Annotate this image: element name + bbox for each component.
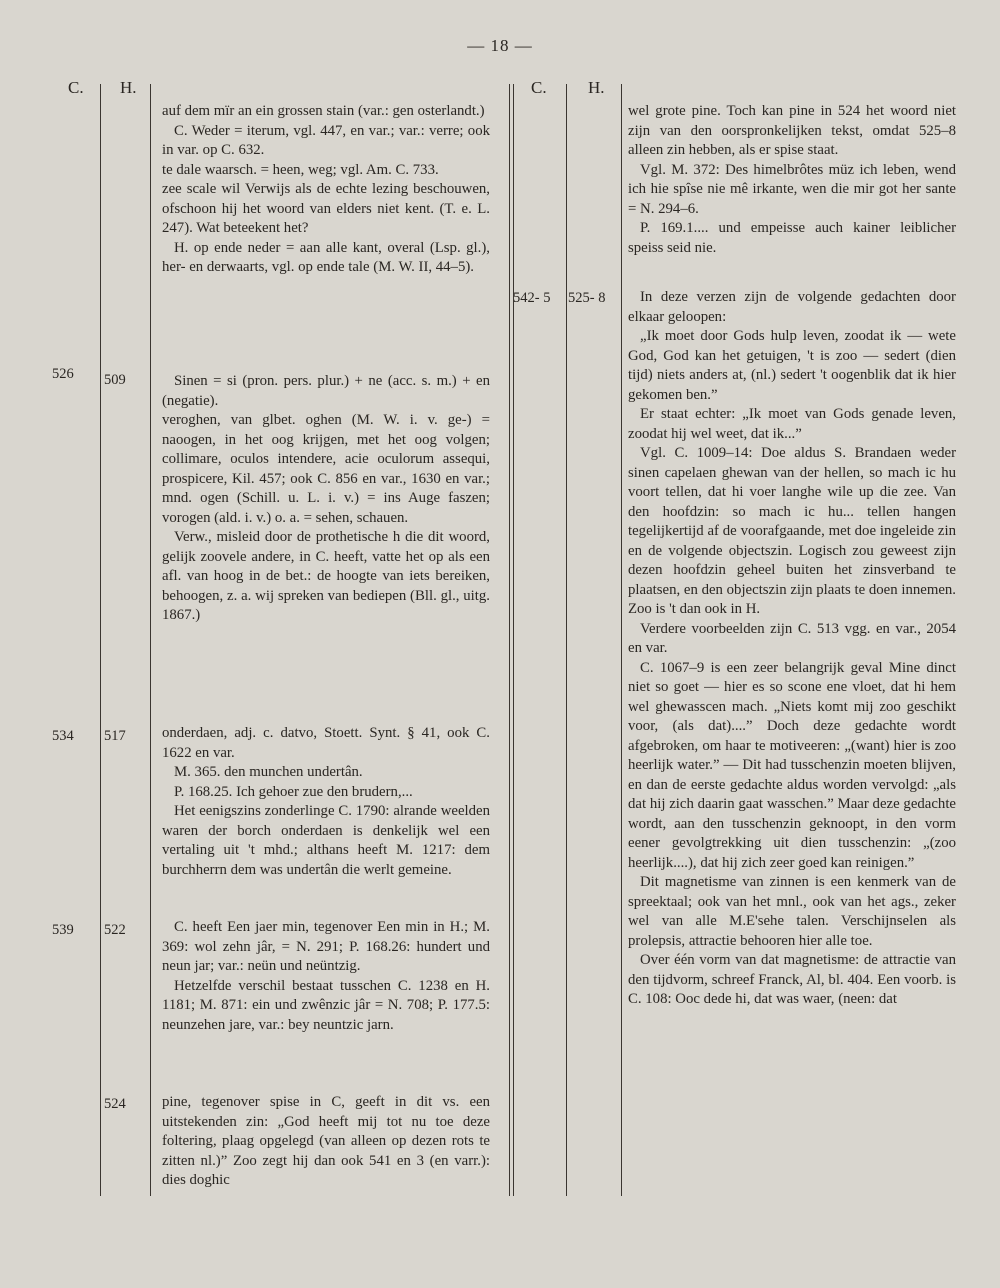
center-rule-b	[513, 84, 514, 1196]
left-c-header: C.	[68, 78, 84, 97]
paragraph: C. Weder = iterum, vgl. 447, en var.; var.: verre; ook in var. op C. 632.	[162, 122, 490, 158]
paragraph: Vgl. C. 1009–14: Doe aldus S. Brandaen weder sinen capelaen ghewan van der hellen, so mach ic hu voort tellen, dat hi voer langhe wile up die zee. Van den hoofdzin: so mach ic hu... tellen hangen tegelijkertijd af de voorafgaande, met doe ingeleide zin en de volgende objectszin. Logisch zou geweest zijn dezen hoofdzin geheel buiten het zinsverband te plaatsen, en den objectszin zijn plaats te doen innemen. Zoo is 't dan ook in H.	[628, 445, 956, 617]
right-block-1	[628, 102, 956, 258]
paragraph: Verdere voorbeelden zijn C. 513 vgg. en var., 2054 en var.	[628, 620, 956, 656]
paragraph: In deze verzen zijn de volgende gedachten door elkaar geloopen:	[628, 289, 956, 325]
margin-c-534: 534	[52, 728, 74, 744]
paragraph: Er staat echter: „Ik moet van Gods genade leven, zoodat hij wel weet, dat ik...”	[628, 406, 956, 442]
paragraph: zee scale wil Verwijs als de echte lezing beschouwen, ofschoon hij het woord van elders niet kent. (T. e. L. 247). Wat beteekent het?	[162, 181, 490, 236]
right-h-rule	[621, 84, 622, 1196]
paragraph: te dale waarsch. = heen, weg; vgl. Am. C. 733.	[162, 161, 439, 178]
margin-h-517: 517	[104, 728, 126, 744]
margin-right-h: 525- 8	[568, 290, 606, 306]
left-block-2	[162, 372, 490, 626]
paragraph: wel grote pine. Toch kan pine in 524 het woord niet zijn van den oorspronkelijken tekst, omdat 525–8 alleen zin hebben, als er spise staat.	[628, 103, 956, 158]
left-c-rule	[100, 84, 101, 1196]
left-block-5	[162, 1093, 490, 1191]
paragraph: Sinen = si (pron. pers. plur.) + ne (acc. s. m.) + en (negatie).	[162, 373, 490, 409]
left-h-header: H.	[120, 78, 137, 97]
paragraph: Dit magnetisme van zinnen is een kenmerk van de spreektaal; ook van het mnl., ook van het ags., zeker wel van alle M.E'sehe talen. Verschijnselen als prolepsis, attractie behooren hier alle toe.	[628, 874, 956, 949]
paragraph: Vgl. M. 372: Des himelbrôtes müz ich leben, wend ich hie spîse nie mê irkante, wen die mir got her sante = N. 294–6.	[628, 161, 956, 217]
paragraph: P. 169.1.... und empeisse auch kainer leiblicher speiss seid nie.	[628, 220, 956, 256]
margin-right-c: 542- 5	[513, 290, 551, 306]
left-block-4	[162, 918, 490, 1035]
margin-c-539: 539	[52, 922, 74, 938]
paragraph: onderdaen, adj. c. datvo, Stoett. Synt. § 41, ook C. 1622 en var.	[162, 725, 490, 761]
right-c-header: C.	[531, 78, 547, 97]
paragraph: pine, tegenover spise in C, geeft in dit vs. een uitstekenden zin: „God heeft mij tot nu toe deze foltering, plaag opgelegd (van alleen op dezen rots te zitten nl.)” Zoo zegt hij dan ook 541 en 3 (en varr.): dies doghic	[162, 1094, 490, 1188]
paragraph: C. heeft Een jaer min, tegenover Een min in H.; M. 369: wol zehn jâr, = N. 291; P. 168.26: hundert und neun jar; var.: neün und neüntzig.	[162, 919, 490, 974]
paragraph: M. 365. den munchen undertân.	[174, 764, 363, 780]
paragraph: P. 168.25. Ich gehoer zue den brudern,...	[174, 783, 413, 800]
margin-c-526: 526	[52, 366, 74, 382]
page-number: — 18 —	[467, 36, 533, 55]
paragraph: H. op ende neder = aan alle kant, overal (Lsp. gl.), her- en derwaarts, vgl. op ende tale (M. W. II, 44–5).	[162, 239, 490, 275]
center-rule-a	[509, 84, 510, 1196]
paragraph: veroghen, van glbet. oghen (M. W. i. v. ge-) = naoogen, in het oog krijgen, met het oog volgen; collimare, oculos intendere, acie oculorum assequi, prospicere, Kil. 457; ook C. 856 en var., 1630 en var.; mnd. ogen (Schill. u. L. i. v.) = ins Auge faszen; vorogen (ald. i. v.) o. a. = sehen, schauen.	[162, 412, 490, 526]
paragraph: auf dem mïr an ein grossen stain (var.: gen osterlandt.)	[162, 103, 485, 119]
margin-h-509: 509	[104, 372, 126, 388]
right-block-2	[628, 288, 956, 1010]
paragraph: Het eenigszins zonderlinge C. 1790: alrande weelden waren der borch onderdaen is denkelijk wel een vertaling uit 't mhd.; althans heeft M. 1217: dem burchherrn dem was undertân die werlt gemeine.	[162, 803, 490, 878]
paragraph: Verw., misleid door de prothetische h die dit woord, gelijk zoovele andere, in C. heeft, vatte het op als een afl. van hoog in de bet.: de hoogte van iets bereiken, behoogen, z. a. wij spreken van bediepen (Bll. gl., uitg. 1867.)	[162, 529, 490, 623]
right-c-rule	[566, 84, 567, 1196]
paragraph: C. 1067–9 is een zeer belangrijk geval Mine dinct niet so goet — hier es so scone ene vloet, dat hi hem wel ghewasscen mach. „Niets komt mij zoo geschikt voor, (als dat)....” Doch deze gedachte wordt afgebroken, om haar te motiveeren: „(want) hier is zoo heerlijk water.” — Dit had tusschenzin moeten blijven, en dan de eerste gedachte aldus worden vervolgd: „als dat hij zich daarin gaat wasschen.” Maar deze gedachte wordt, aan den tusschenzin geknoopt, in den vorm eener gevolgtrekking uit dien tusschenzin: „(zoo heerlijk....), dat hij zich zeer goed kan reinigen.”	[628, 659, 956, 871]
margin-h-522: 522	[104, 922, 126, 938]
paragraph: Hetzelfde verschil bestaat tusschen C. 1238 en H. 1181; M. 871: ein und zwênzic jâr = N. 708; P. 177.5: neunzehen jare, var.: bey neuntzic jarn.	[162, 977, 490, 1033]
left-block-1	[162, 102, 490, 278]
margin-h-524: 524	[104, 1096, 126, 1112]
paragraph: Over één vorm van dat magnetisme: de attractie van den tijdvorm, schreef Franck, Al, bl. 404. Een voorb. is C. 108: Ooc dede hi, dat was waer, (neen: dat	[628, 952, 956, 1007]
left-h-rule	[150, 84, 151, 1196]
paragraph: „Ik moet door Gods hulp leven, zoodat ik — wete God, God kan het getuigen, 't is zoo — sedert (dien tijd) niets anders at, (nl.) sedert 't oogenblik dat ik hier gekomen ben.”	[628, 328, 956, 403]
right-h-header: H.	[588, 78, 605, 97]
left-block-3	[162, 724, 490, 880]
